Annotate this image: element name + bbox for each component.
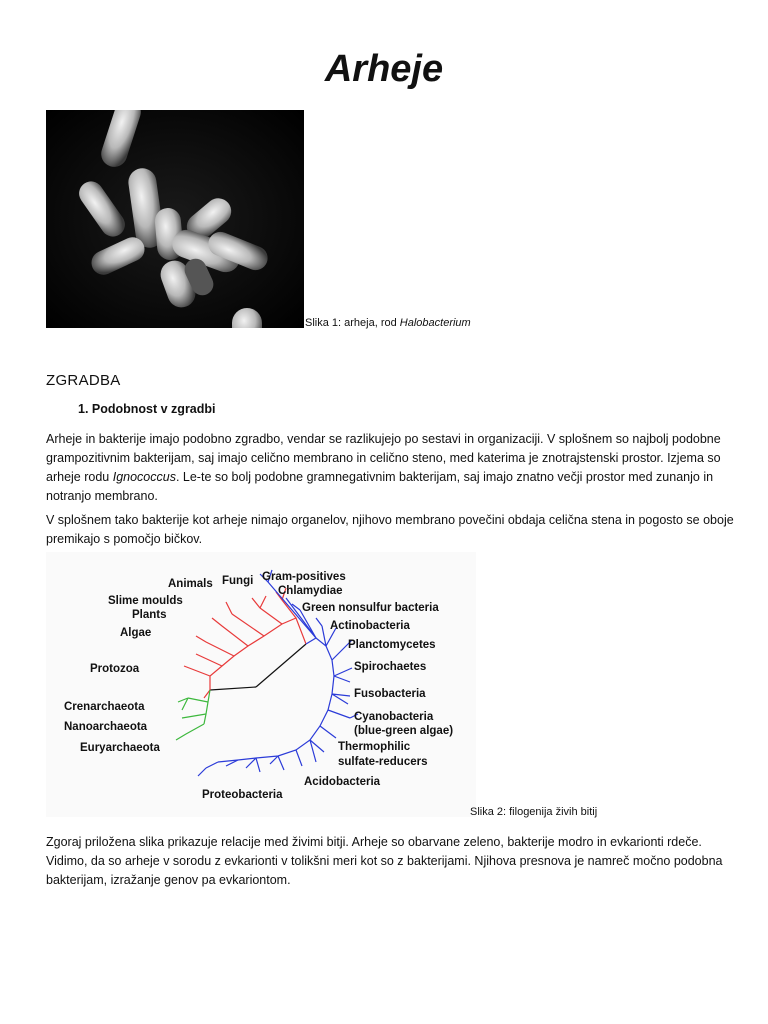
- label-planctomycetes: Planctomycetes: [348, 639, 436, 651]
- paragraph1-text-a: Arheje in bakterije imajo podobno zgradbo, vendar se razlikujejo po sestavi in organizaciji. V splošnem so najbolj podobne grampozitivnim bakterijam, saj imajo celično membrano in celično steno, med katerima je znotrajstenski prostor. Izjema so arheje rodu: [46, 432, 721, 484]
- label-green-nonsulfur: Green nonsulfur bacteria: [302, 602, 439, 614]
- label-acidobacteria: Acidobacteria: [304, 776, 381, 788]
- phylogeny-figure: [46, 552, 476, 817]
- label-fusobacteria: Fusobacteria: [354, 688, 426, 700]
- figure1-caption-genus: Halobacterium: [399, 317, 471, 329]
- label-crenarchaeota: Crenarchaeota: [64, 701, 145, 713]
- figure1-caption-text: Slika 1: arheja, rod: [305, 317, 400, 329]
- label-algae: Algae: [120, 627, 152, 639]
- subsection-heading: 1. Podobnost v zgradbi: [78, 402, 216, 416]
- label-cyanobacteria-sub: (blue-green algae): [354, 725, 454, 737]
- label-gram-positives: Gram-positives: [262, 571, 346, 583]
- label-thermophilic-sub: sulfate-reducers: [338, 756, 428, 768]
- archaea-micrograph: [46, 110, 304, 328]
- halobacterium-image: [46, 110, 304, 328]
- paragraph1-genus: Ignococcus: [112, 470, 176, 484]
- label-actinobacteria: Actinobacteria: [330, 620, 410, 632]
- section-heading: ZGRADBA: [46, 372, 121, 389]
- paragraph-relations: Zgoraj priložena slika prikazuje relacije med živimi bitji. Arheje so obarvane zeleno, bakterije modro in evkarionti rdeče. Vidimo, da so arheje v sorodu z evkarionti v tolikšni meri kot so z bakterijami. Njihova presnova je namreč močno podobna bakterijam, izražanje genov pa evkariontom.: [46, 835, 723, 887]
- label-nanoarchaeota: Nanoarchaeota: [64, 721, 148, 733]
- label-animals: Animals: [168, 578, 213, 590]
- label-cyanobacteria: Cyanobacteria: [354, 711, 434, 723]
- label-thermophilic: Thermophilic: [338, 741, 411, 753]
- label-slime-moulds: Slime moulds: [108, 595, 183, 607]
- label-proteobacteria: Proteobacteria: [202, 789, 283, 801]
- label-spirochaetes: Spirochaetes: [354, 661, 427, 673]
- paragraph-structure: [46, 430, 736, 506]
- label-plants: Plants: [132, 609, 167, 621]
- label-euryarchaeota: Euryarchaeota: [80, 742, 160, 754]
- phylogenetic-tree: [46, 552, 476, 817]
- label-chlamydiae: Chlamydiae: [278, 585, 343, 597]
- page-title: Arheje: [324, 48, 444, 90]
- label-protozoa: Protozoa: [90, 663, 140, 675]
- paragraph1-text-b: . Le-te so bolj podobne gramnegativnim bakterijam, saj imajo znatno večji prostor med zunanjo in notranjo membrano.: [46, 470, 714, 503]
- paragraph-organelles: V splošnem tako bakterije kot arheje nimajo organelov, njihovo membrano povečini obdaja celična stena in pogosto se oboje premikajo s pomočjo bičkov.: [46, 513, 734, 546]
- label-fungi: Fungi: [222, 575, 254, 587]
- bacteria-branches: [198, 570, 358, 776]
- figure2-caption: Slika 2: filogenija živih bitij: [470, 806, 598, 818]
- figure1-caption: [305, 317, 471, 329]
